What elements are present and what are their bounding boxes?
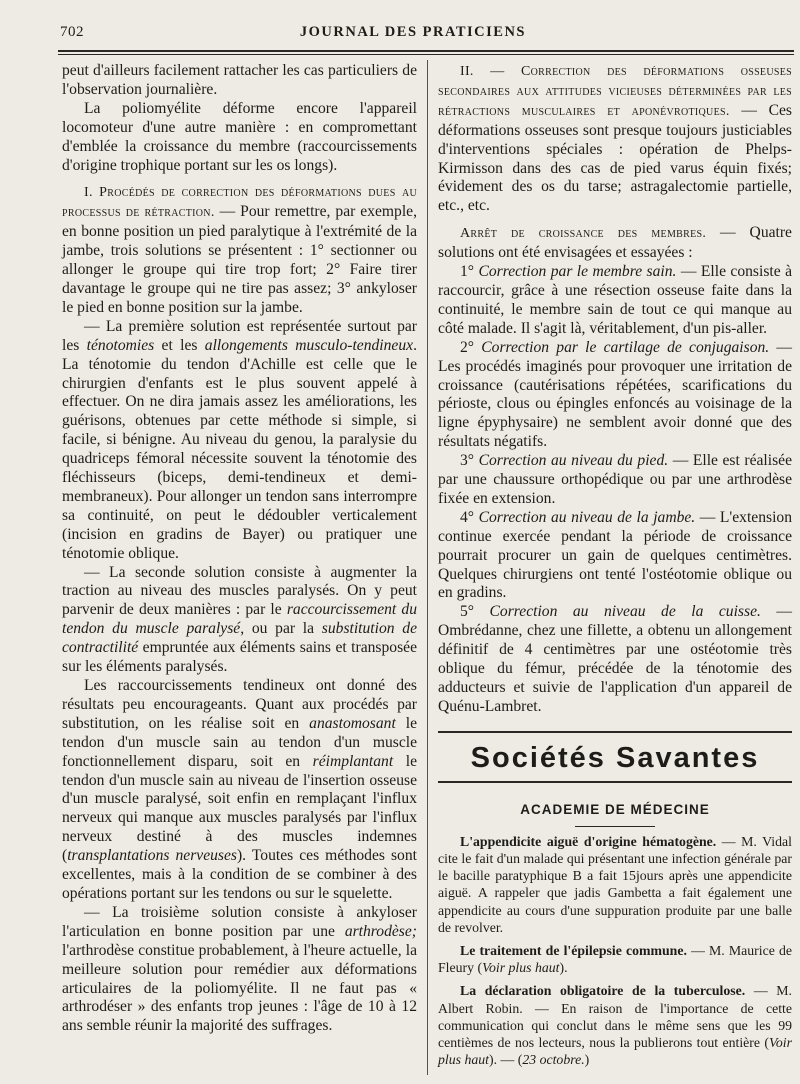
report-title: Le traitement de l'épilepsie commune. — [460, 942, 687, 958]
report-title: La déclaration obligatoire de la tuberculose. — [460, 983, 746, 999]
italic-term: Voir plus haut — [438, 1034, 792, 1068]
item-number: 1° — [460, 263, 479, 281]
societes-title: Sociétés Savantes — [470, 741, 760, 774]
report-author: — M. Albert Robin. — [438, 983, 792, 1016]
item-number: 2° — [460, 338, 482, 356]
text: — L'extension continue exercée pendant la période de croissance pourrait procurer un gain de quelques centimètres. Quelques chirurgiens ont tenté l'ostéotomie oblique ou en gradins. — [438, 508, 792, 602]
item-title: Correction par le membre sain. — [478, 263, 677, 281]
page-header — [60, 24, 786, 46]
italic-term: anastomosant — [309, 714, 396, 732]
section-text: — Ces déformations osseuses sont presque toujours justiciables d'interventions spéciales : opération de Phelps-Kirmisson dans des cas de pied varus équin fixés; évidement des os du tarse; astragalectomie partielle, etc., etc. — [438, 101, 792, 215]
report-item — [438, 942, 792, 976]
item-title: Correction au niveau de la cuisse. — [489, 603, 761, 621]
text: — En raison de l'importance de cette communication qui conclut dans le même sens que les 99 centièmes de nos lecteurs, nous la publierons tout entière ( — [438, 1000, 792, 1050]
text: Les raccourcissements tendineux ont donné des résultats peu encourageants. Quant aux procédés par substitution, on les réalise soit en — [62, 677, 417, 732]
text: — Ombrédanne, chez une fillette, a obtenu un allongement définitif de 4 centimètres par une ostéotomie très oblique du fémur, précédée de la ténotomie des adducteurs et suivie de l'application d'un appareil de Quénu-Lambret. — [438, 603, 792, 715]
text: , ou par la — [240, 620, 322, 638]
italic-term: 23 octobre. — [522, 1052, 585, 1068]
academie-heading: ACADEMIE DE MÉDECINE — [520, 801, 710, 817]
academie-rule — [575, 826, 655, 827]
section-paragraph — [62, 183, 417, 317]
list-item — [438, 603, 792, 716]
section-heading: II. — Correction des déformations osseuses secondaires aux attitudes vicieuses déterminées par les rétractions musculaires et aponévrotiques. — [438, 64, 792, 119]
italic-term: raccourcissement du tendon du muscle paralysé — [62, 601, 417, 638]
text: — Elle est réalisée par une chaussure orthopédique ou par une arthrodèse fixée en extension. — [438, 452, 792, 507]
text: ). — [559, 960, 568, 976]
italic-term: allongements musculo-tendineux — [204, 336, 414, 354]
report-author: — M. Maurice de Fleury ( — [438, 942, 792, 976]
paragraph — [62, 564, 417, 677]
item-number: 5° — [460, 603, 490, 621]
column-divider — [427, 60, 428, 1075]
text: ). Toutes ces méthodes sont excellentes, mais à la condition de se combiner à des opérations portant sur les tendons ou sur le squelette. — [62, 847, 417, 902]
paragraph — [62, 904, 417, 1036]
text: . La ténotomie du tendon d'Achille est celle que le chirurgien d'enfants est le plus souvent appelé à effectuer. On ne dira jamais assez les améliorations, les guérisons, obtenues par cette méthode si simple, si facile, si bénigne. Au niveau du genou, la paralysie du quadriceps fémoral nécessite souvent la ténotomie des fléchisseurs (biceps, demi-tendineux et demi-membraneux). Pour allonger un tendon sans interrompre sa continuité, on peut le dédoubler verticalement (incision en gradins de Bayer) ou pratiquer une ténotomie oblique. — [62, 336, 417, 562]
right-column — [438, 62, 792, 1068]
text: empruntée aux éléments sains et transposée sur les éléments paralysés. — [62, 639, 417, 676]
italic-term: Voir plus haut — [482, 960, 560, 976]
report-title: L'appendicite aiguë d'origine hématogène. — [460, 833, 717, 849]
journal-title: JOURNAL DES PRATICIENS — [299, 24, 526, 40]
italic-term: ténotomies — [86, 336, 155, 354]
text: — La seconde solution consiste à augmenter la traction au niveau des muscles paralysés. On y peut parvenir de deux manières : par le — [62, 563, 417, 619]
text: le tendon d'un muscle sain au tendon d'un muscle fonctionnellement disparu, soit en — [62, 714, 418, 770]
text: — Les procédés imaginés pour provoquer une irritation de croissance (cautérisations répétées, scarifications du périoste, clous ou épingles enfoncés au voisinage de la ligne épyphysaire) ne semblent avoir donné que des résultats négatifs. — [438, 338, 793, 451]
paragraph — [62, 318, 417, 564]
paragraph — [62, 677, 417, 904]
item-title: Correction au niveau du pied. — [478, 452, 669, 470]
section-heading: I. Procédés de correction des déformations dues au processus de rétraction. — [62, 185, 417, 221]
italic-term: réimplantant — [312, 752, 394, 770]
list-item — [438, 339, 792, 452]
report-item — [438, 833, 792, 936]
list-item — [438, 509, 792, 604]
left-column — [62, 62, 417, 1036]
text: cite le fait d'un malade qui présentant une infection générale par le bacille paratyphique B a fait 15jours après une appendicite aiguë. A rappeler que jadis Gambetta a fait également une appendicite au cours d'une suppuration produite par une balle de revolver. — [438, 850, 792, 935]
page-number: 702 — [60, 24, 84, 40]
item-title: Correction par le cartilage de conjugaison. — [481, 338, 770, 356]
text: l'arthrodèse constitue probablement, à l'heure actuelle, la meilleure solution pour remédier aux déformations articulaires de la poliomyélite. Il ne faut pas « arthrodéser » des enfants trop jeunes : l'âge de 10 à 12 ans semble réunir la majorité des suffrages. — [62, 941, 417, 1035]
paragraph: La poliomyélite déforme encore l'appareil locomoteur d'une autre manière : en compromettant d'emblée la croissance du membre (raccourcissements d'origine trophique portant sur les os longs). — [62, 99, 417, 174]
text: le tendon d'un muscle sain au niveau de l'insertion osseuse d'un muscle paralysé, soit enfin en remplaçant l'influx nerveux qui manque aux muscles paralysés par l'influx nerveux destiné à des muscles indemnes ( — [62, 752, 417, 865]
list-item — [438, 263, 792, 339]
text: ). — ( — [488, 1052, 523, 1068]
paragraph: peut d'ailleurs facilement rattacher les cas particuliers de l'observation journalière. — [62, 62, 417, 98]
list-item — [438, 452, 792, 509]
item-number: 3° — [460, 452, 479, 470]
header-rule-thin — [58, 54, 794, 55]
italic-term: transplantations nerveuses — [67, 847, 237, 865]
text: — Elle consiste à raccourcir, grâce à une résection osseuse faite dans la continuité, le membre sain de tout ce qui manque au côté malade. Il s'agit là, véritablement, d'un pis-aller. — [438, 263, 792, 337]
text: — La première solution est représentée surtout par les — [62, 317, 417, 354]
report-author: — M. Vidal — [716, 833, 792, 849]
item-title: Correction au niveau de la jambe. — [478, 508, 696, 526]
section-text: — Pour remettre, par exemple, en bonne position un pied paralytique à l'extrémité de la jambe, trois solutions se présentent : 1° sectionner ou allonger le groupe qui tire trop fort; 2° Faire tirer davantage le groupe qui ne tire pas assez; 3° ankyloser le pied en bonne position sur la jambe. — [62, 203, 417, 316]
header-rule — [58, 50, 794, 52]
paragraph — [438, 224, 792, 263]
text: ) — [584, 1052, 590, 1068]
text: — La troisième solution consiste à ankyloser l'articulation en bonne position par une — [62, 903, 417, 940]
report-item — [438, 982, 792, 1068]
italic-term: arthrodèse; — [344, 922, 417, 940]
text: — Quatre solutions ont été envisagées et essayées : — [438, 224, 792, 262]
subheading: Arrêt de croissance des membres. — [460, 226, 707, 242]
section-paragraph — [438, 62, 792, 216]
text: et les — [154, 336, 205, 354]
societes-banner — [438, 731, 792, 783]
italic-term: substitution de contractilité — [62, 620, 418, 657]
item-number: 4° — [460, 508, 479, 526]
